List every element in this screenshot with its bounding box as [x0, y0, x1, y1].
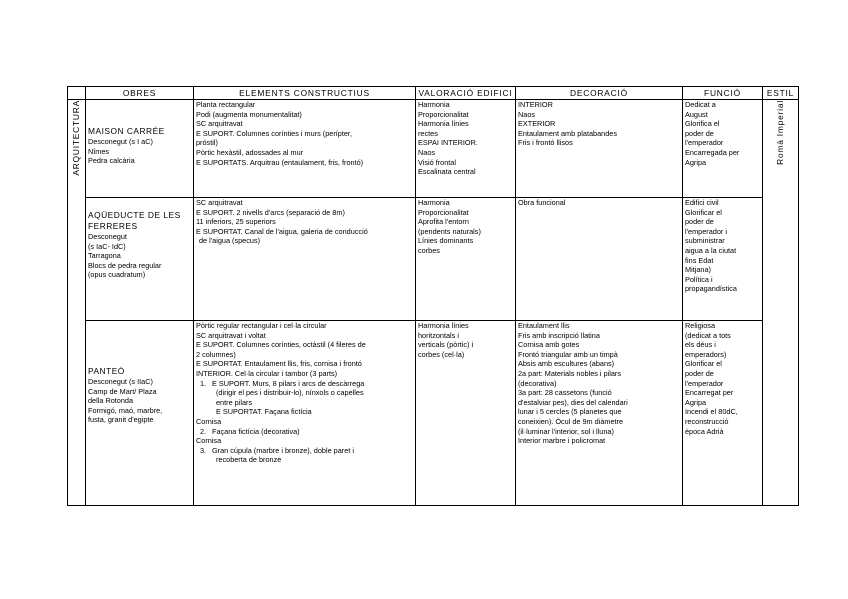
valoracio-line: Harmonia [418, 198, 450, 207]
element-line: (dirigir el pes i distribuir-lo), nínxols o capelles [216, 388, 364, 398]
obra-line: Desconegut [88, 232, 127, 241]
header-decoracio: DECORACIÓ [516, 87, 683, 100]
funcio-line: subministrar [685, 236, 725, 246]
obres-cell [86, 100, 194, 198]
decoracio-line: Naos [518, 109, 536, 119]
funcio-line: Glorificar el [685, 359, 722, 369]
category-cell [68, 100, 86, 506]
obra-line: Desconegut (s IIaC) [88, 377, 153, 386]
valoracio-line: Proporcionalitat [418, 207, 469, 217]
funcio-line: Incendi el 80dC, [685, 407, 738, 417]
valoracio-line: Aprofita l'entorn [418, 217, 469, 227]
element-line: INTERIOR. Cel·la circular i tambor (3 parts) [196, 368, 338, 378]
header-valoracio: VALORACIÓ EDIFICI [416, 87, 516, 100]
obra-line: Camp de Mart/ Plaza [88, 386, 157, 396]
funcio-line: Agripa [685, 157, 707, 167]
element-line: entre pilars [216, 397, 253, 407]
valoracio-line: corbes [418, 245, 440, 255]
list-item [196, 427, 413, 437]
funcio-line: poder de [685, 368, 714, 378]
elements-cell [194, 100, 416, 198]
valoracio-line: Visió frontal [418, 157, 456, 167]
valoracio-line: ESPAI INTERIOR. [418, 138, 478, 148]
header-row [68, 87, 799, 100]
valoracio-line: Escalinata central [418, 167, 476, 177]
funcio-line: poder de [685, 217, 714, 227]
header-empty [68, 87, 86, 100]
estil-cell [763, 100, 799, 506]
funcio-line: Encarregat per [685, 388, 734, 398]
obra-line: fusta, granit d'egipte [88, 415, 154, 425]
element-line: Podi (augmenta monumentalitat) [196, 109, 302, 119]
artwork-table [67, 86, 799, 506]
valoracio-line: verticals (pòrtic) i [418, 340, 474, 350]
element-line: Planta rectangular [196, 100, 256, 109]
decoracio-line: coneixien). Òcul de 9m diàmetre [518, 416, 624, 426]
funcio-cell [683, 198, 763, 321]
funcio-line: època Adrià [685, 426, 724, 436]
element-line: 11 inferiors, 25 superiors [196, 217, 276, 227]
category-label: ARQUITECTURA [70, 100, 81, 176]
table-row [68, 198, 799, 321]
obra-line: Desconegut (s I aC) [88, 137, 153, 146]
obra-line: Tarragona [88, 251, 121, 261]
element-line: E SUPORT. 2 nivells d'arcs (separació de 8m) [196, 207, 345, 217]
valoracio-cell [416, 321, 516, 506]
funcio-line: propagandística [685, 284, 737, 294]
element-line: próstil) [196, 138, 218, 148]
decoracio-line: Entaulament llis [518, 321, 570, 330]
valoracio-line: Naos [418, 147, 436, 157]
decoracio-line: Frontó triangular amb un timpà [518, 349, 618, 359]
funcio-line: poder de [685, 128, 714, 138]
valoracio-line: Línies dominants [418, 236, 474, 246]
funcio-line: August [685, 109, 708, 119]
decoracio-cell [516, 321, 683, 506]
funcio-line: Glorificar el [685, 207, 722, 217]
element-line: E SUPORTATS. Arquitrau (entaulament, fris, frontó) [196, 157, 364, 167]
decoracio-line: Obra funcional [518, 198, 566, 207]
decoracio-line: Fris amb inscripció llatina [518, 330, 600, 340]
header-obres: OBRES [86, 87, 194, 100]
funcio-cell [683, 100, 763, 198]
funcio-line: emperadors) [685, 349, 727, 359]
element-line: E SUPORTAT. Façana fictícia [216, 407, 312, 417]
valoracio-line: Harmonia línies [418, 321, 469, 330]
obra-title: AQÜEDUCTE DE LES FERRERES [88, 210, 181, 231]
decoracio-line: Absis amb escultures (abans) [518, 359, 615, 369]
decoracio-cell [516, 100, 683, 198]
funcio-cell [683, 321, 763, 506]
element-line: Cornisa [196, 416, 222, 426]
funcio-line: Política i [685, 274, 713, 284]
decoracio-line: d'estalviar pes), dies del calendari [518, 397, 628, 407]
element-line: Cornisa [196, 436, 222, 446]
list-item [196, 446, 413, 456]
valoracio-line: (pendents naturals) [418, 226, 481, 236]
decoracio-line: (decorativa) [518, 378, 557, 388]
decoracio-line: EXTERIOR [518, 119, 556, 129]
list-item [196, 379, 413, 389]
list-number: 1. [200, 378, 207, 388]
obra-title: MAISON CARRÉE [88, 126, 165, 136]
funcio-line: fins Edat [685, 255, 714, 265]
element-line: E SUPORTAT. Entaulament llis, fris, cornisa i frontó [196, 359, 362, 369]
valoracio-line: Harmonia [418, 100, 450, 109]
valoracio-cell [416, 198, 516, 321]
funcio-line: Religiosa [685, 321, 716, 330]
decoracio-line: Interior marbre i policromat [518, 436, 606, 446]
element-line: E SUPORT. Murs, 8 pilars i arcs de descàrrega [212, 378, 365, 388]
table-row [68, 100, 799, 198]
obra-title: PANTEÓ [88, 366, 125, 376]
element-line: Gran cúpula (marbre i bronze), doble paret i [212, 445, 354, 455]
element-line: SC arquitravat [196, 119, 243, 129]
funcio-line: l'emperador [685, 138, 724, 148]
funcio-line: Glorifica el [685, 119, 720, 129]
element-line: E SUPORT. Columnes corínties, octàstil (4 fileres de [196, 340, 366, 350]
funcio-line: Agripa [685, 397, 707, 407]
funcio-line: els déus i [685, 340, 716, 350]
decoracio-line: (il·luminar l'interior, sol i lluna) [518, 426, 614, 436]
decoracio-line: Fris i frontó llisos [518, 138, 573, 148]
valoracio-cell [416, 100, 516, 198]
obra-line: (opus cuadratum) [88, 270, 146, 280]
valoracio-line: corbes (cel·la) [418, 349, 465, 359]
table-row [68, 321, 799, 506]
header-funcio: FUNCIÓ [683, 87, 763, 100]
element-line: E SUPORT. Columnes corínties i murs (perípter, [196, 128, 352, 138]
decoracio-line: 3a part: 28 cassetons (funció [518, 388, 612, 398]
element-line: recoberta de bronze [216, 455, 282, 465]
element-line: SC arquitravat [196, 198, 243, 207]
obres-cell [86, 198, 194, 321]
decoracio-line: lunar i 5 cercles (5 planetes que [518, 407, 622, 417]
list-number: 3. [200, 445, 207, 455]
list-number: 2. [200, 426, 207, 436]
element-line: E SUPORTAT. Canal de l'aigua, galeria de conducció [196, 226, 368, 236]
elements-cell [194, 321, 416, 506]
obra-line: (s IaC- IdC) [88, 241, 126, 251]
header-estil: ESTIL [763, 87, 799, 100]
funcio-line: Mitjana) [685, 265, 711, 275]
element-line: SC arquitravat i voltat [196, 330, 266, 340]
header-elements: ELEMENTS CONSTRUCTIUS [194, 87, 416, 100]
valoracio-line: rectes [418, 128, 438, 138]
obra-line: Blocs de pedra regular [88, 260, 162, 270]
element-line: Pòrtic hexàstil, adossades al mur [196, 147, 304, 157]
valoracio-line: horitzontals i [418, 330, 459, 340]
elements-cell [194, 198, 416, 321]
funcio-line: Dedicat a [685, 100, 716, 109]
decoracio-line: INTERIOR [518, 100, 553, 109]
decoracio-cell [516, 198, 683, 321]
valoracio-line: Harmonia línies [418, 119, 469, 129]
element-line: de l'aigua (specus) [199, 236, 261, 246]
obra-line: della Rotonda [88, 396, 134, 406]
estil-label: Romà Imperial [774, 100, 785, 165]
funcio-line: l'emperador i [685, 226, 727, 236]
element-line: 2 columnes) [196, 349, 236, 359]
decoracio-line: Entaulament amb platabandes [518, 128, 617, 138]
obra-line: Pedra calcària [88, 156, 135, 166]
valoracio-line: Proporcionalitat [418, 109, 469, 119]
funcio-line: (dedicat a tots [685, 330, 731, 340]
decoracio-line: 2a part: Materials nobles i pilars [518, 368, 622, 378]
obra-line: Formigó, maó, marbre, [88, 405, 163, 415]
element-line: Pòrtic regular rectangular i cel·la circular [196, 321, 327, 330]
funcio-line: reconstrucció [685, 416, 729, 426]
decoracio-line: Cornisa amb gotes [518, 340, 580, 350]
obres-cell [86, 321, 194, 506]
funcio-line: l'emperador [685, 378, 724, 388]
funcio-line: Encarregada per [685, 147, 740, 157]
funcio-line: aigua a la ciutat [685, 245, 737, 255]
obra-line: Nîmes [88, 146, 110, 156]
funcio-line: Edifici civil [685, 198, 719, 207]
element-line: Façana fictícia (decorativa) [212, 426, 300, 436]
